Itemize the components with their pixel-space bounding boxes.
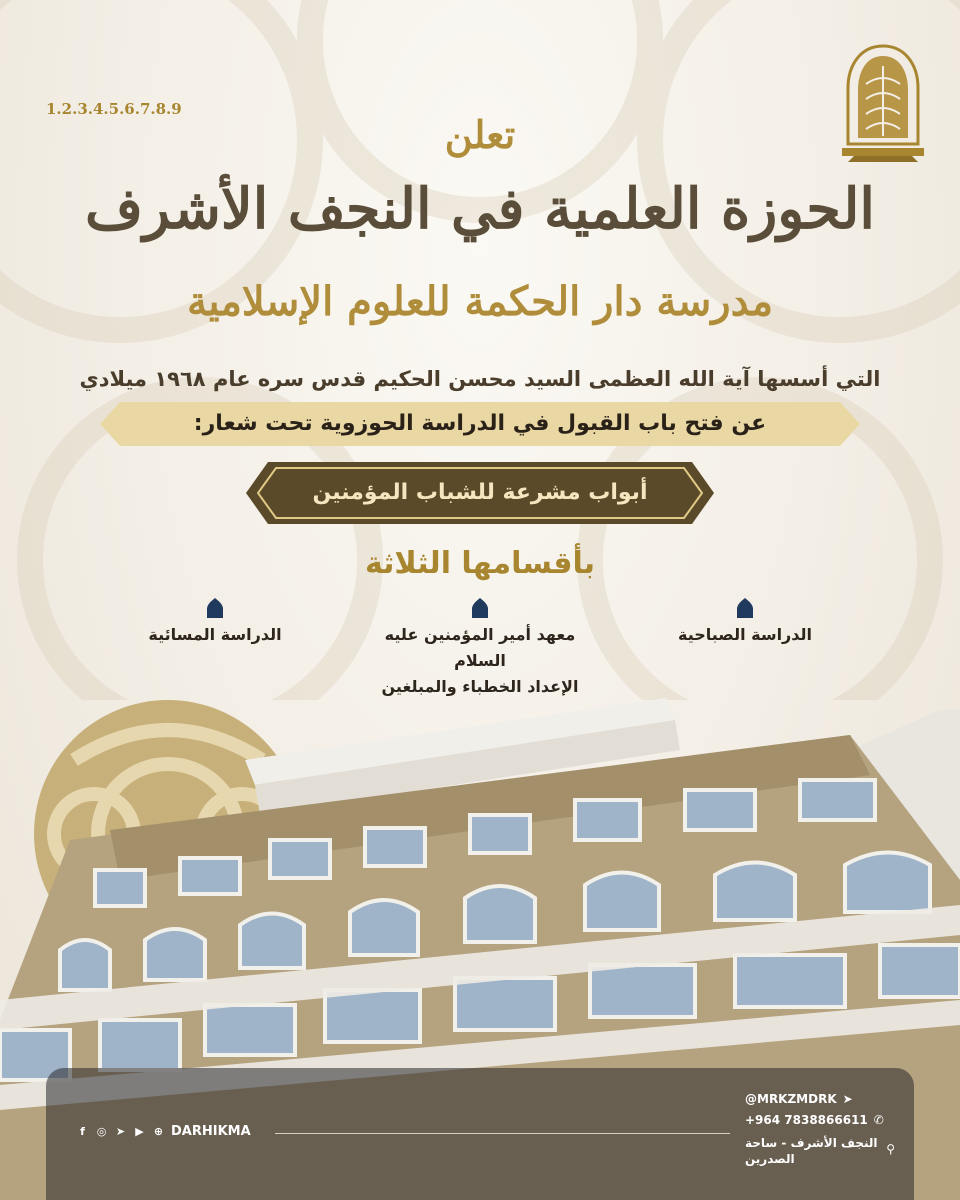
dept-morning (655, 598, 835, 648)
social-links (76, 1124, 251, 1139)
slogan-text: أبواب مشرعة للشباب المؤمنين (312, 480, 648, 505)
footer-divider (275, 1133, 730, 1134)
hawza-title: الحوزة العلمية في النجف الأشرف (85, 176, 875, 242)
facebook-icon[interactable]: f (80, 1125, 85, 1138)
arch-icon (736, 598, 754, 618)
corner-numbers: 1.2.3.4.5.6.7.8.9 (46, 100, 182, 118)
dept-evening (125, 598, 305, 648)
ribbon-text: عن فتح باب القبول في الدراسة الحوزوية تحت شعار: (193, 411, 767, 436)
arch-icon (471, 598, 489, 618)
arch-icon (206, 598, 224, 618)
globe-icon[interactable]: ⊕ (153, 1125, 164, 1138)
address-text: النجف الأشرف - ساحة الصدرين (745, 1136, 878, 1166)
location-icon: ⚲ (886, 1141, 895, 1156)
announce-title: تعلن (444, 112, 516, 157)
dept-institute-label: معهد أمير المؤمنين عليه السلام (384, 625, 576, 670)
founded-text: التي أسسها آية الله العظمى السيد محسن الحكيم قدس سره عام ١٩٦٨ ميلادي (79, 367, 881, 391)
phone-icon: ✆ (873, 1113, 884, 1127)
school-title: مدرسة دار الحكمة للعلوم الإسلامية (186, 278, 774, 325)
youtube-icon[interactable]: ▶ (135, 1125, 144, 1138)
instagram-icon[interactable]: ◎ (96, 1125, 107, 1138)
dept-institute (370, 598, 590, 700)
dept-institute-sublabel: الإعداد الخطباء والمبلغين (381, 677, 579, 696)
sections-title: بأقسامها الثلاثة (364, 546, 596, 581)
website-label[interactable]: DARHIKMA (171, 1124, 251, 1139)
contact-info (745, 1089, 895, 1167)
telegram-icon[interactable]: ➤ (115, 1125, 126, 1138)
dept-morning-label: الدراسة الصباحية (678, 625, 812, 644)
phone-number[interactable]: +964 7838866611 (745, 1113, 868, 1127)
telegram-icon: ➤ (842, 1092, 853, 1106)
telegram-handle[interactable]: @MRKZMDRK (745, 1092, 837, 1106)
dept-evening-label: الدراسة المسائية (148, 625, 282, 644)
